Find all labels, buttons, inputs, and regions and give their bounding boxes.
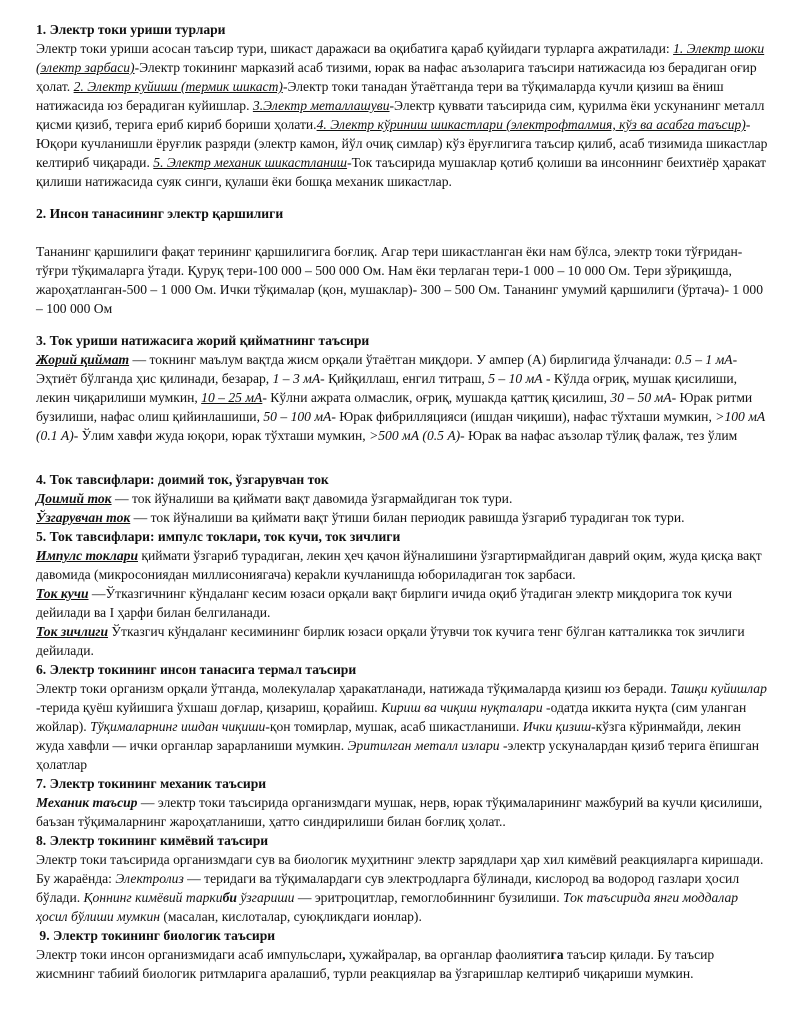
s1-text-b: -Электр токининг марказий асаб тизими, юрак ва нафас аъзоларига таъсири натижасида юз берадиган оғир ҳолат.: [36, 60, 757, 94]
s6-text-5: -кўзга кўринмайди, лекин жуда хавфли — ички органлар зарарланиши мумкин.: [36, 719, 741, 753]
s8-text-2: — теридаги ва тўқималардаги сув электродларга бўлинади, кислород ва водород газлари ҳосил бўлади.: [36, 871, 740, 905]
s8-italic-2: Қоннинг кимёвий тарки: [83, 890, 223, 905]
s1-text-e: -Юқори кучланишли ёруғлик разряди (электр камон, йўл очиқ симлар) кўз ёруғлигига таъсир қилиб, асаб тизимида шикастлар келтириб чиқаради.: [36, 117, 768, 170]
s5-term-1: Импулс токлари: [36, 548, 139, 563]
s1-term-visual-injury: 4. Электр кўриниш шикастлари (электрофталмия, кўз ва асабга таъсир): [316, 117, 746, 132]
s6-text-4: -қон томирлар, мушак, асаб шикастланиши.: [265, 719, 523, 734]
section-1-title: 1. Электр токи уриши турлари: [36, 22, 226, 37]
s4-term-1: Доимий ток: [36, 491, 112, 506]
section-4-direct-current: [36, 489, 772, 508]
section-2-title: 2. Инсон танасининг электр қаршилиги: [36, 206, 284, 221]
section-3-title: 3. Ток уриши натижасига жорий қийматнинг таъсири: [36, 333, 370, 348]
s5-def-3: Ўтказгич кўндаланг кесимининг бирлик юзаси орқали ўтувчи ток кучига тенг бўлган катталикка ток зичлиги дейилади.: [36, 624, 745, 658]
s9-text-1: Электр токи инсон организмидаги асаб импульслари: [36, 947, 343, 962]
s1-term-metallization: 3.Электр металлашуви: [252, 98, 390, 113]
s6-text-3: -одатда иккита нуқта (сим уланган жойлар).: [36, 700, 747, 734]
s8-italic-1: Электролиз: [115, 871, 184, 886]
s9-text-3: таъсир қилади. Бу таъсир жисмнинг табиий биологик ритмларига аралашиб, турли реакциялар ва ўзгаришлар келтириб чиқариши мумкин.: [36, 947, 715, 981]
s5-def-2: —Ўтказгичнинг кўндаланг кесим юзаси орқали вақт бирлиги ичида оқиб ўтадиган электр миқдорига ток кучи дейилади ва I ҳарфи билан белгиланади.: [36, 586, 732, 620]
section-6-title: 6. Электр токининг инсон танасига термал таъсири: [36, 662, 357, 677]
s3-text-2: - Эҳтиёт бўлганда ҳис қилинади, безарар,: [36, 352, 738, 386]
s5-term-3: Ток зичлиги: [36, 624, 109, 639]
s4-term-2: Ўзгарувчан ток: [36, 510, 131, 525]
s3-text-6: - Юрак ритми бузилиши, нафас олиш қийинлашиши,: [36, 390, 753, 424]
s9-bold-2: га: [550, 947, 564, 962]
s3-value-4: 10 – 25 мА: [201, 390, 263, 405]
s1-text-f: -Ток таъсирида мушаклар қотиб қолиши ва инсоннинг беихтиёр ҳаракат қилиши натижасида суяк синги, қулаши ёки бошқа механик шикастлар.: [36, 155, 767, 189]
s1-term-mechanical-injury: 5. Электр механик шикастланиш: [153, 155, 348, 170]
s1-term-electric-shock: 1. Электр шоки (электр зарбаси): [36, 41, 765, 75]
section-6-text: [36, 679, 772, 774]
s3-text-5: - Кўлни ажрата олмаслик, оғриқ, мушакда қаттиқ қисилиш,: [262, 390, 611, 405]
s5-def-1: қиймати ўзгариб турадиган, лекин ҳеч қачон йўналишини ўзгартирмайдиган даврий оқим, жуда қисқа вақт давомида (микросониядан миллисониягача) кераkли кучланишда юбориладиган ток зарбаси.: [36, 548, 762, 582]
s1-term-electric-burn: 2. Электр куйиши (термик шикаст): [73, 79, 283, 94]
s3-text-3: - Қийқиллаш, енгил титраш,: [320, 371, 489, 386]
s8-bold-1: би: [222, 890, 237, 905]
s1-text-c: -Электр токи танадан ўтаётганда тери ва тўқималарда кучли қизиш ва ёниш натижасида юз берадиган куйишлар.: [36, 79, 724, 113]
s3-value-8: >500 мА (0.5 А): [369, 428, 461, 443]
s3-text-8: - Ўлим хавфи жуда юқори, юрак тўхташи мумкин,: [73, 428, 370, 443]
s8-text-1: Электр токи таъсирида организмдаги сув ва биологик муҳитнинг электр зарядлари ҳар хил кимёвий реакцияларга киришади. Бу жараёнда:: [36, 852, 764, 886]
s3-value-7: >100 мА (0.1 А): [36, 409, 766, 443]
section-4-alternating-current: [36, 508, 772, 527]
s3-text-4: - Кўлда оғриқ, мушак қисилиши, лекин чиқарилиши мумкин,: [36, 371, 738, 405]
s6-text-2: -терида қуёш куйишига ўхшаш доғлар, қизариш, қорайиш.: [36, 700, 382, 715]
section-9-title: 9. Электр токининг биологик таъсири: [36, 928, 276, 943]
section-5-current-density: [36, 622, 772, 660]
s3-value-2: 1 – 3 мА: [272, 371, 321, 386]
s3-term: Жорий қиймат: [36, 352, 130, 367]
s6-italic-3: Тўқималарнинг ишдан чиқиши: [90, 719, 266, 734]
s6-italic-2: Кириш ва чиқиш нуқталари: [381, 700, 543, 715]
s7-def: — электр токи таъсирида организмдаги мушак, нерв, юрак тўқималарининг мажбурий ва кучли қисилиши, баъзан тўқималарнинг жароҳатланиши, ҳатто синдирилиши билан боғлиқ ҳолат..: [36, 795, 763, 829]
section-5-current-strength: [36, 584, 772, 622]
section-7-title: 7. Электр токининг механик таъсири: [36, 776, 267, 791]
section-8-text: [36, 850, 772, 926]
s3-value-3: 5 – 10 мА: [488, 371, 543, 386]
s8-italic-4: Ток таъсирида янги моддалар ҳосил бўлиши мумкин: [36, 890, 739, 924]
s6-italic-4: Ички қизиш: [522, 719, 592, 734]
s1-text-d: -Электр қуввати таъсирида сим, қурилма ёки ускунанинг металл қисми қизиб, терига ериб кириб бориши ҳолати.: [36, 98, 765, 132]
section-5-pulse: [36, 546, 772, 584]
section-1-text: [36, 39, 772, 191]
s3-text-7: - Юрак фибрилляцияси (ишдан чиқиши), нафас тўхташи мумкин,: [331, 409, 716, 424]
s5-term-2: Ток кучи: [36, 586, 89, 601]
s6-text-6: -электр ускуналардан қизиб терига ёпишган ҳолатлар: [36, 738, 760, 772]
section-8-title: 8. Электр токининг кимёвий таъсири: [36, 833, 269, 848]
section-9-text: [36, 945, 772, 983]
s6-text-1: Электр токи организм орқали ўтганда, молекулалар ҳаракатланади, натижада тўқималарда қизиш юз беради.: [36, 681, 671, 696]
s8-text-3: — эритроцитлар, гемоглобиннинг бузилиши.: [294, 890, 563, 905]
s3-text-1: — токнинг маълум вақтда жисм орқали ўтаётган миқдори. У ампер (А) бирлигида ўлчанади:: [129, 352, 675, 367]
section-2-text: Тананинг қаршилиги фақат терининг қаршилигига боғлиқ. Агар тери шикастланган ёки нам бўлса, электр токи тўғридан-тўғри тўқималарга ўтади. Қуруқ тери-100 000 – 500 000 Ом. Нам ёки терлаган тери-1 000 – 10 000 Ом. Тери зўриқишда, жароҳатланган-500 – 1 000 Ом. Ички тўқималар (қон, мушаклар)- 300 – 500 Ом. Тананинг умумий қаршилиги (ўртача)- 1 000 – 100 000 Ом: [36, 244, 763, 316]
s6-italic-5: Эритилган металл излари: [347, 738, 500, 753]
s9-bold-1: ,: [342, 947, 346, 962]
s3-text-9: - Юрак ва нафас аъзолар тўлиқ фалаж, тез ўлим: [460, 428, 738, 443]
s8-italic-3: ўзгариши: [236, 890, 295, 905]
s3-value-1: 0.5 – 1 мА: [674, 352, 733, 367]
section-7-text: [36, 793, 772, 831]
s9-text-2: ҳужайралар, ва органлар фаолияти: [345, 947, 551, 962]
section-3-text: [36, 350, 772, 445]
s4-def-2: — ток йўналиши ва қиймати вақт ўтиши билан периодик равишда ўзгариб турадиган ток тури.: [130, 510, 685, 525]
s8-text-4: (масалан, кислоталар, суюқликдаги ионлар).: [159, 909, 422, 924]
s3-value-6: 50 – 100 мА: [263, 409, 332, 424]
section-5-title: 5. Ток тавсифлари: импулс токлари, ток кучи, ток зичлиги: [36, 529, 401, 544]
s1-text-a: Электр токи уриши асосан таъсир тури, шикаст даражаси ва оқибатига қараб қуйидаги турларга ажратилади:: [36, 41, 674, 56]
s4-def-1: — ток йўналиши ва қиймати вақт давомида ўзгармайдиган ток тури.: [111, 491, 513, 506]
s7-term: Механик таъсир: [36, 795, 138, 810]
section-4-title: 4. Ток тавсифлари: доимий ток, ўзгарувчан ток: [36, 472, 329, 487]
s3-value-5: 30 – 50 мА: [610, 390, 672, 405]
s6-italic-1: Ташқи куйишлар: [670, 681, 767, 696]
